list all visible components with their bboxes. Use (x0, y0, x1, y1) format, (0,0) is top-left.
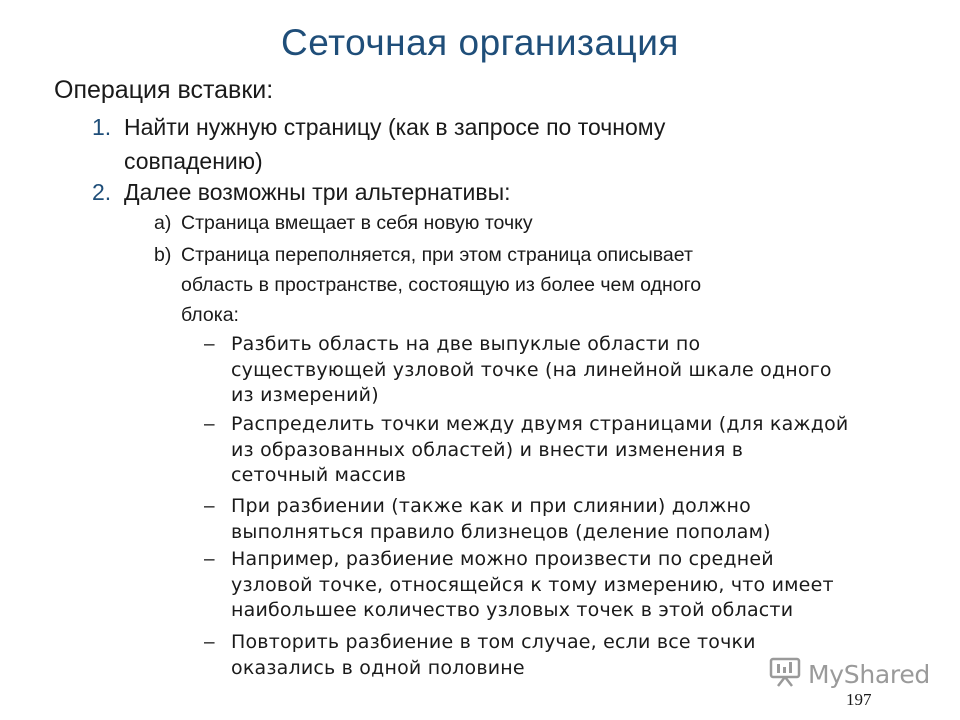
step-marker: 2. (92, 179, 112, 205)
alternative-text-line: блока: (181, 304, 239, 326)
watermark-logo (768, 656, 928, 692)
page-number: 197 (846, 690, 872, 709)
subpoint-text-line: наибольшее количество узловых точек в этой области (231, 599, 794, 621)
subpoint-text-line: оказались в одной половине (231, 656, 525, 679)
step-marker: 1. (92, 114, 112, 140)
subpoint-1 (204, 332, 934, 409)
alternative-text-line: Страница вмещает в себя новую точку (181, 212, 533, 234)
step-text-line: совпадению) (124, 148, 263, 174)
dash-marker: – (204, 334, 215, 355)
subpoint-4 (204, 547, 934, 624)
alternative-b (154, 240, 894, 330)
subpoint-text-line: сеточный массив (231, 464, 407, 486)
subpoint-text-line: Разбить область на две выпуклые области по (231, 333, 701, 355)
subpoint-text-line: Например, разбиение можно произвести по средней (231, 548, 774, 570)
subpoint-text-line: выполняться правило близнецов (деление пополам) (231, 520, 771, 543)
slide-title: Сеточная организация (281, 22, 679, 63)
subpoint-text-line: узловой точке, относящейся к тому измерению, что имеет (231, 573, 834, 596)
presentation-board-icon (768, 656, 802, 693)
subpoint-text-line: Распределить точки между двумя страницами (для каждой (231, 413, 849, 435)
step-2 (92, 175, 892, 209)
subpoint-text-line: Повторить разбиение в том случае, если все точки (231, 631, 756, 653)
alternative-a (154, 208, 894, 238)
step-1 (92, 110, 892, 178)
alternative-marker: b) (154, 244, 172, 266)
watermark-text: MyShared (808, 659, 930, 689)
subpoint-3 (204, 494, 934, 545)
dash-marker: – (204, 414, 215, 435)
dash-marker: – (204, 549, 215, 570)
dash-marker: – (204, 496, 215, 517)
alternative-text-line: Страница переполняется, при этом страница описывает (181, 244, 693, 266)
dash-marker: – (204, 632, 215, 653)
step-text-line: Найти нужную страницу (как в запросе по точному (124, 114, 666, 140)
section-heading: Операция вставки: (54, 76, 274, 104)
subpoint-text-line: из измерений) (231, 384, 379, 406)
subpoint-text-line: При разбиении (также как и при слиянии) должно (231, 495, 752, 517)
step-text-line: Далее возможны три альтернативы: (124, 179, 511, 205)
subpoint-2 (204, 412, 934, 489)
alternative-marker: a) (154, 212, 172, 234)
alternative-text-line: область в пространстве, состоящую из более чем одного (181, 274, 702, 296)
subpoint-text-line: из образованных областей) и внести изменения в (231, 438, 744, 461)
subpoint-text-line: существующей узловой точке (на линейной шкале одного (231, 358, 832, 381)
